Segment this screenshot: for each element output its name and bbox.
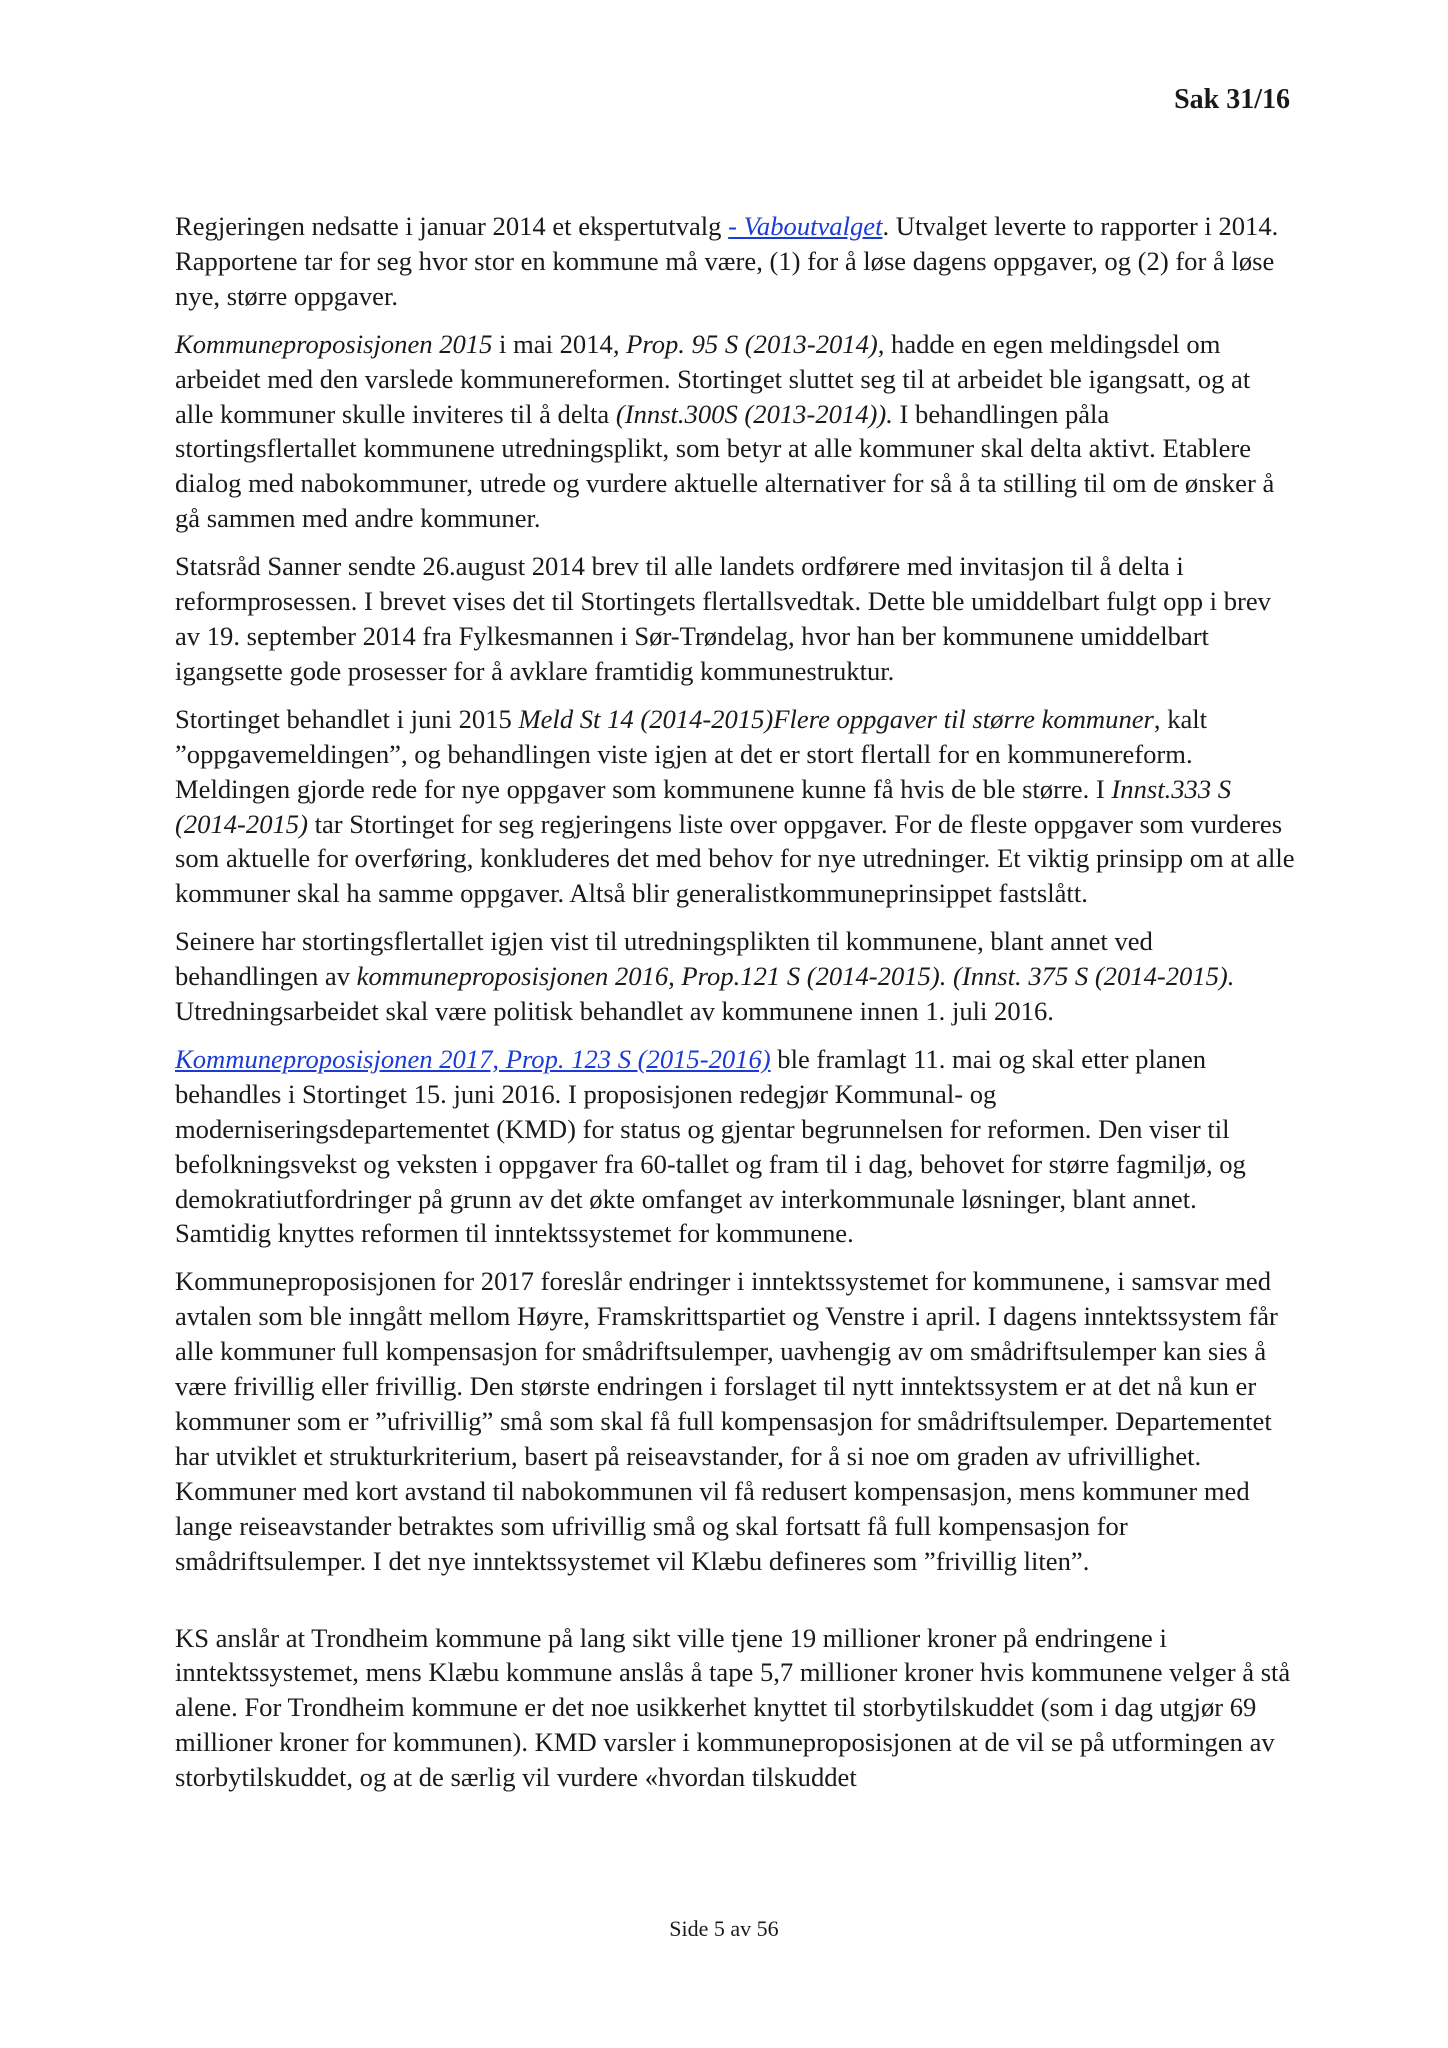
text: . Utvalget leverte to rapporter i 2014. Rapportene tar for seg hvor stor en kommune må være, (1) for å løse dagens oppgaver, og (2) for å løse nye, større oppgaver. — [175, 211, 1279, 311]
page-number: Side 5 av 56 — [669, 1916, 779, 1941]
text: ble framlagt 11. mai og skal etter planen behandles i Stortinget 15. juni 2016. I proposisjonen redegjør Kommunal- og moderniseringsdepartementet (KMD) for status og gjentar begrunnelsen for reformen. Den viser til befolkningsvekst og veksten i oppgaver fra 60-tallet og fram til i dag, behovet for større fagmiljø, og demokratiutfordringer på grunn av det økte omfanget av interkommunale løsninger, blant annet. Samtidig knyttes reformen til inntektssystemet for kommunene. — [175, 1043, 1246, 1249]
text: Utredningsarbeidet skal være politisk behandlet av kommunene innen 1. juli 2016. — [175, 996, 1054, 1027]
kommuneproposisjonen-2017-link[interactable]: Kommuneproposisjonen 2017, Prop. 123 S (2015-2016) — [175, 1043, 771, 1074]
paragraph-8: KS anslår at Trondheim kommune på lang sikt ville tjene 19 millioner kroner på endringene i inntektssystemet, mens Klæbu kommune anslås å tape 5,7 millioner kroner hvis kommunene velger å stå alene. For Trondheim kommune er det noe usikkerhet knyttet til storbytilskuddet (som i dag utgjør 69 millioner kroner for kommunen). KMD varsler i kommuneproposisjonen at de vil se på utformingen av storbytilskuddet, og at de særlig vil vurdere «hvordan tilskuddet — [175, 1622, 1291, 1793]
paragraph-4 — [175, 702, 1295, 911]
italic-ref: , Prop. 95 S (2013-2014), — [612, 328, 885, 359]
italic-ref: Meld St 14 (2014-2015)Flere oppgaver til større kommuner — [518, 703, 1154, 734]
text: I behandlingen påla stortingsflertallet kommunene utredningsplikt, som betyr at alle kommuner skal delta aktivt. Etablere dialog med nabokommuner, utrede og vurdere aktuelle alternativer for så å ta stilling til om de ønsker å gå sammen med andre kommuner. — [175, 398, 1275, 534]
italic-ref: Innst.333 S (2014-2015) — [175, 773, 1232, 839]
italic-ref: (Innst.300S (2013-2014)). — [615, 398, 893, 429]
text: , kalt ”oppgavemeldingen”, og behandlingen viste igjen at det er stort flertall for en kommunereform. Meldingen gjorde rede for nye oppgaver som kommunene kunne få hvis de ble større. I — [175, 703, 1208, 804]
text: i mai 2014 — [492, 328, 613, 359]
text: hadde en egen meldingsdel om arbeidet med den varslede kommunereformen. Stortinget sluttet seg til at arbeidet ble igangsatt, og at alle kommuner skulle inviteres til å delta — [175, 328, 1251, 429]
document-body — [175, 209, 1295, 1808]
paragraph-1 — [175, 209, 1295, 314]
case-number: Sak 31/16 — [1174, 84, 1290, 115]
italic-ref: kommuneproposisjonen 2016, Prop.121 S (2014-2015). (Innst. 375 S (2014-2015). — [356, 961, 1235, 992]
paragraph-7: Kommuneproposisjonen for 2017 foreslår endringer i inntektssystemet for kommunene, i samsvar med avtalen som ble inngått mellom Høyre, Framskrittspartiet og Venstre i april. I dagens inntektssystem får alle kommuner full kompensasjon for smådriftsulemper, uavhengig av om smådriftsulemper kan sies å være frivillig eller frivillig. Den største endringen i forslaget til nytt inntektssystem er at det nå kun er kommuner som er ”ufrivillig” små som skal få full kompensasjon for smådriftsulemper. Departementet har utviklet et strukturkriterium, basert på reiseavstander, for å si noe om graden av ufrivillighet. Kommuner med kort avstand til nabokommunen vil få redusert kompensasjon, mens kommuner med lange reiseavstander betraktes som ufrivillig små og skal fortsatt få full kompensasjon for smådriftsulemper. I det nye inntektssystemet vil Klæbu defineres som ”frivillig liten”. — [175, 1266, 1278, 1576]
paragraph-6 — [175, 1042, 1295, 1251]
text: Seinere har stortingsflertallet igjen vist til utredningsplikten til kommunene, blant annet ved behandlingen av — [175, 926, 1153, 992]
text: Regjeringen nedsatte i januar 2014 et ekspertutvalg — [175, 211, 729, 241]
vaboutvalget-link[interactable]: - Vaboutvalget — [728, 211, 883, 241]
paragraph-2 — [175, 327, 1295, 536]
text: tar Stortinget for seg regjeringens liste over oppgaver. For de fleste oppgaver som vurderes som aktuelle for overføring, konkluderes det med behov for nye utredninger. Et viktig prinsipp om at alle kommuner skal ha samme oppgaver. Altså blir generalistkommuneprinsippet fastslått. — [175, 808, 1295, 909]
text: Stortinget behandlet i juni 2015 — [175, 703, 519, 734]
paragraph-3: Statsråd Sanner sendte 26.august 2014 brev til alle landets ordførere med invitasjon til å delta i reformprosessen. I brevet vises det til Stortingets flertallsvedtak. Dette ble umiddelbart fulgt opp i brev av 19. september 2014 fra Fylkesmannen i Sør-Trøndelag, hvor han ber kommunene umiddelbart igangsette gode prosesser for å avklare framtidig kommunestruktur. — [175, 551, 1271, 686]
italic-ref: Kommuneproposisjonen 2015 — [175, 328, 493, 359]
paragraph-5 — [175, 924, 1295, 1029]
